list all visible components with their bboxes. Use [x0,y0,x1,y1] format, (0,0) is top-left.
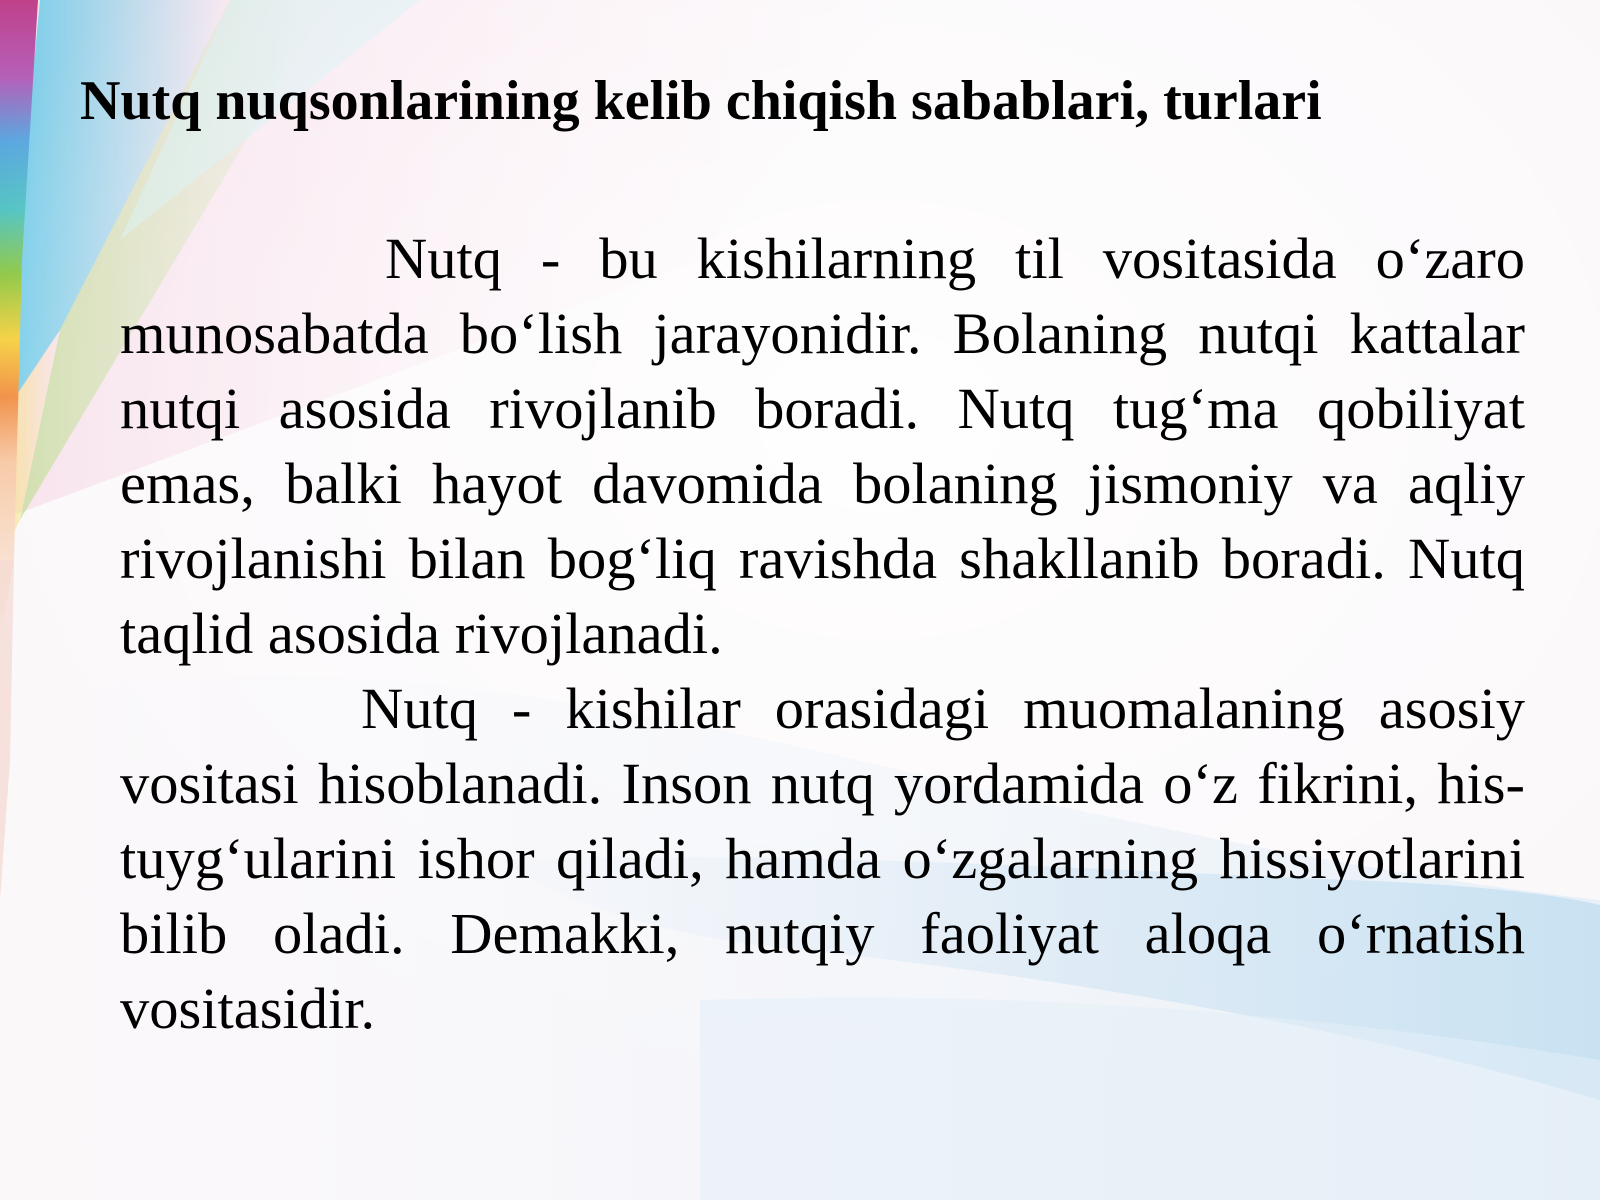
slide-title: Nutq nuqsonlarining kelib chiqish sabablari, turlari [80,70,1322,132]
paragraph-speech-communication: Nutq - kishilar orasidagi muomalaning asosiy vositasi hisoblanadi. Inson nutq yordamida o‘z fikrini, his-tuyg‘ularini ishor qiladi, hamda o‘zgalarning hissiyotlarini bilib oladi. Demakki, nutqiy faoliyat aloqa o‘rnatish vositasidir. [120,676,1525,1041]
paragraph-speech-definition: Nutq - bu kishilarning til vositasida o‘zaro munosabatda bo‘lish jarayonidir. Bolaning nutqi kattalar nutqi asosida rivojlanib boradi. Nutq tug‘ma qobiliyat emas, balki hayot davomida bolaning jismoniy va aqliy rivojlanishi bilan bog‘liq ravishda shakllanib boradi. Nutq taqlid asosida rivojlanadi. [120,226,1525,666]
body-text [120,221,1525,1046]
